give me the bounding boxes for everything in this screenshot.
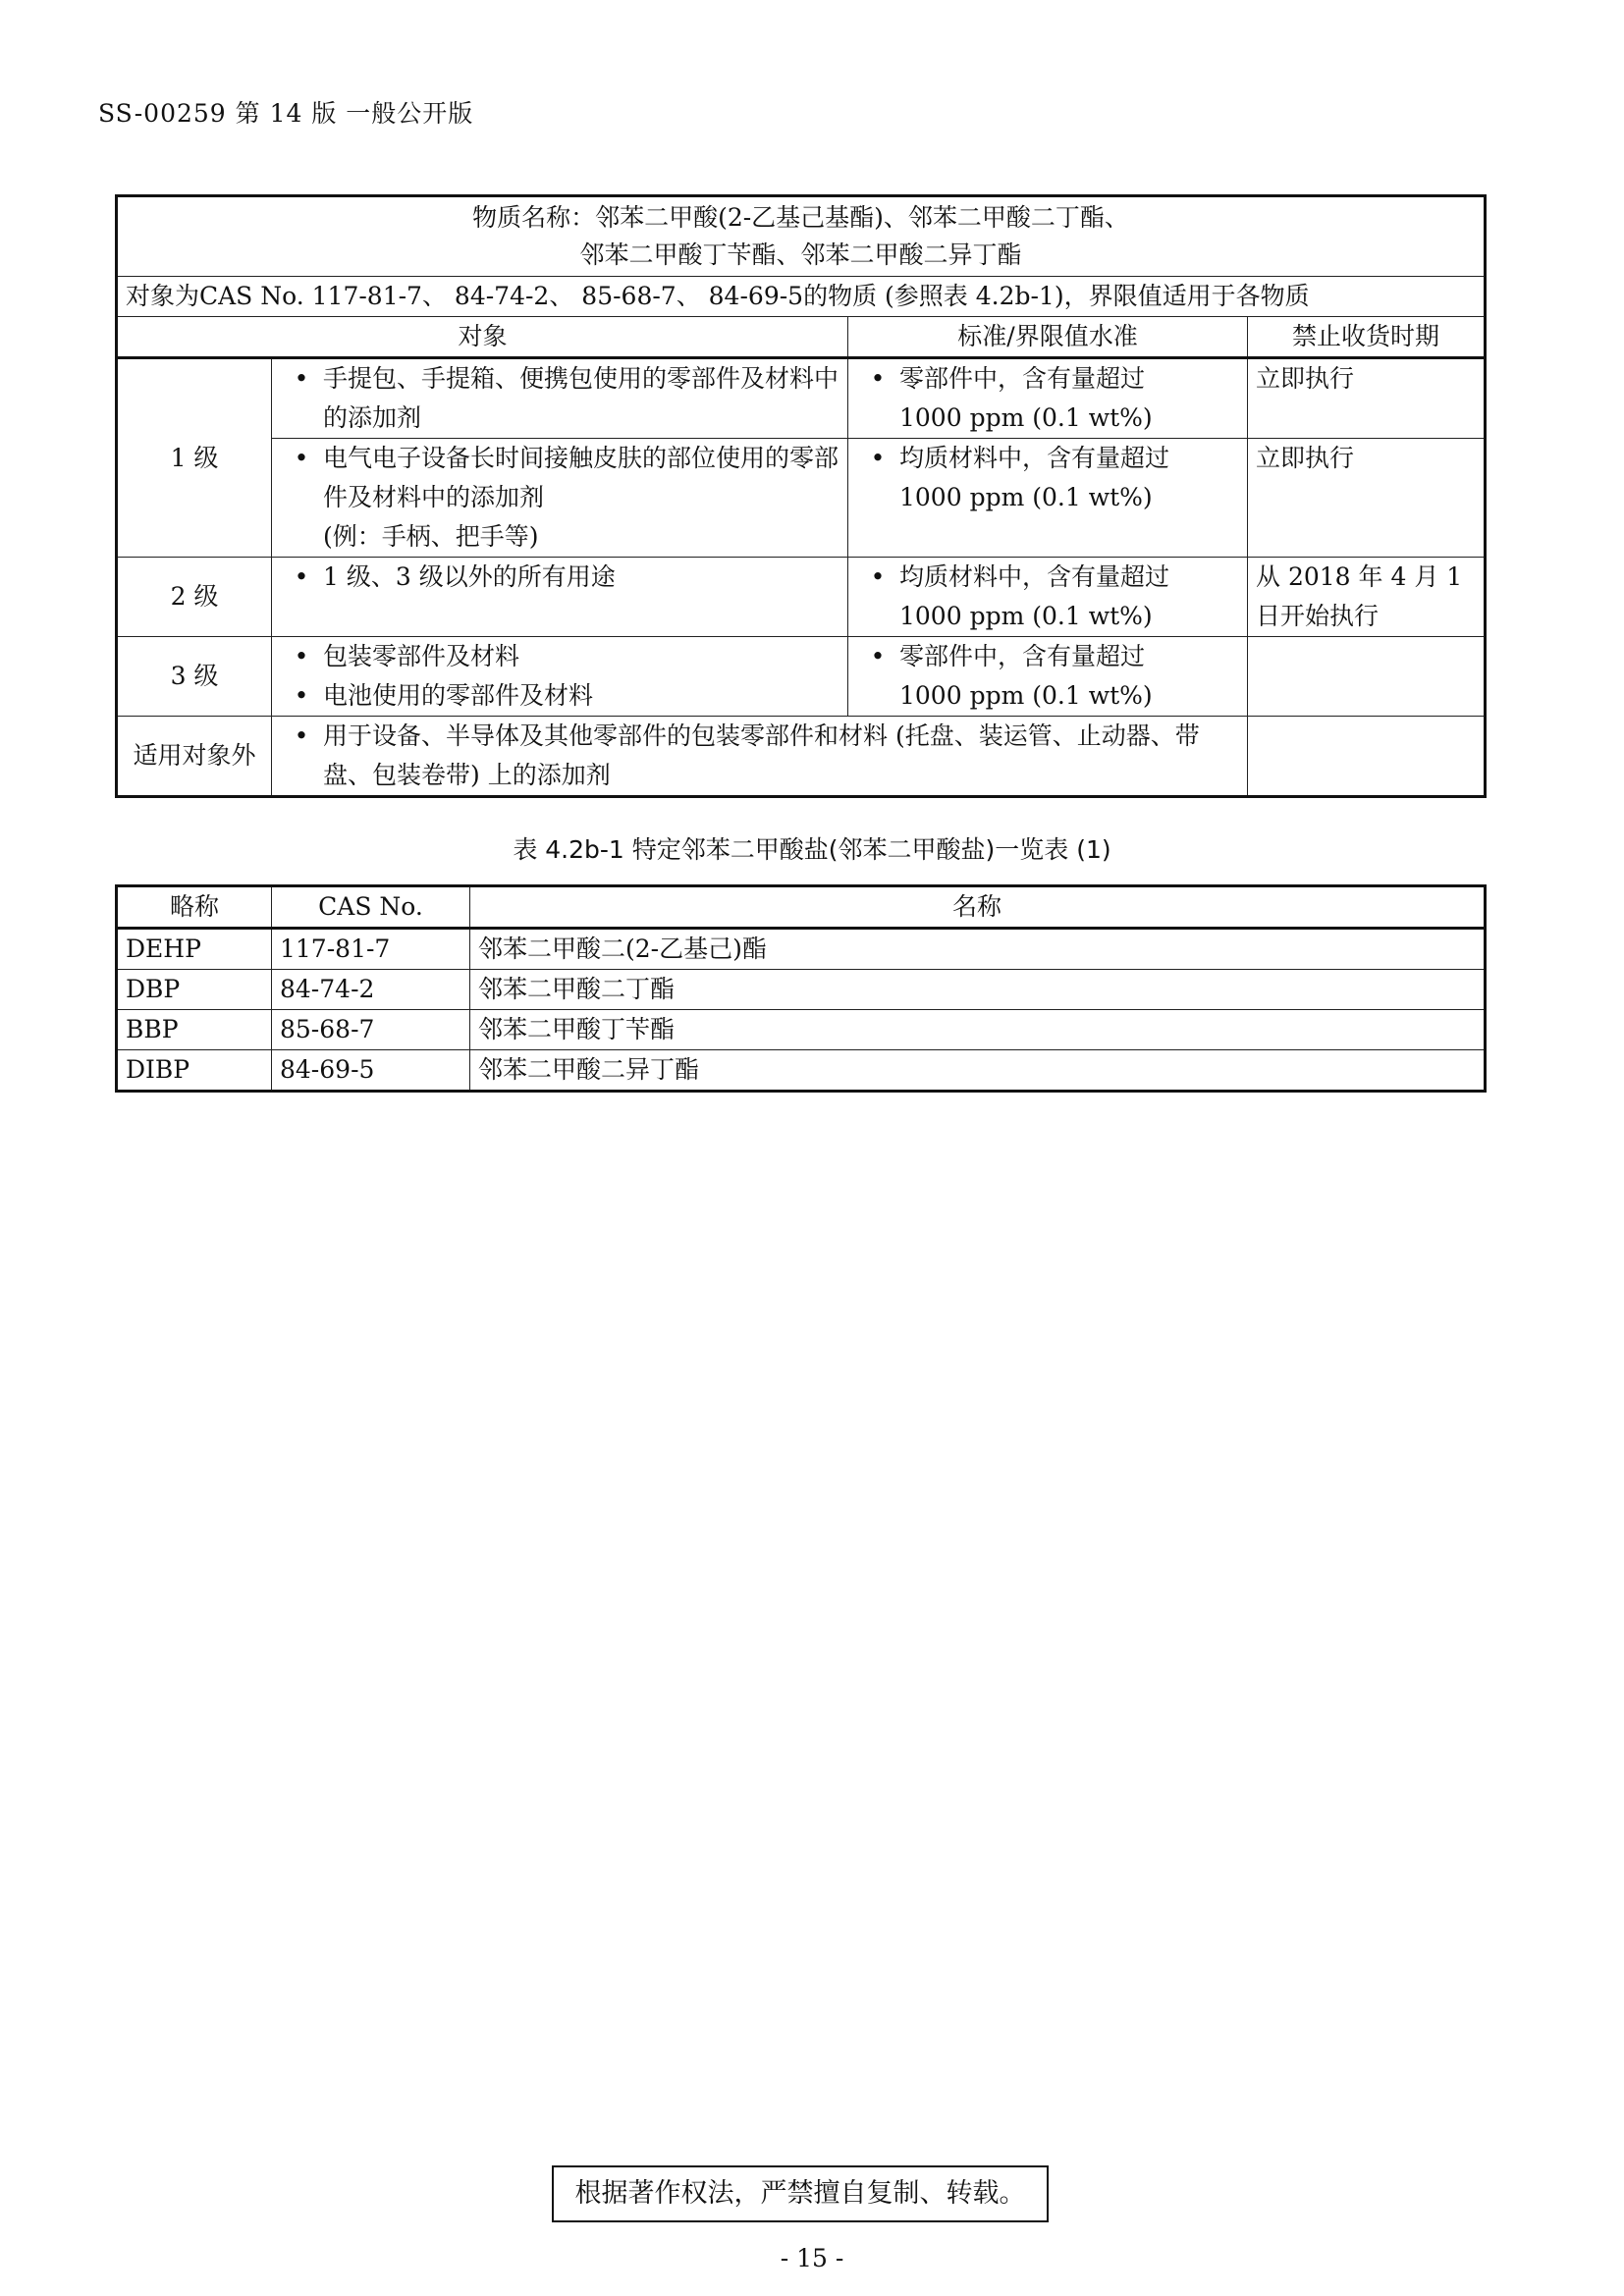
bullet-icon: • (870, 444, 886, 472)
standard-cell (848, 439, 1248, 558)
phthalate-list-table (115, 884, 1487, 1093)
bullet-icon: • (870, 642, 886, 670)
column-header-name: 名称 (470, 886, 1486, 929)
title-line-2: 邻苯二甲酸丁苄酯、邻苯二甲酸二异丁酯 (579, 240, 1022, 269)
substance-name-title (117, 196, 1486, 277)
limit-value: 1000 ppm (0.1 wt%) (899, 483, 1153, 511)
title-line-1: 物质名称：邻苯二甲酸(2-乙基己基酯)、邻苯二甲酸二丁酯、 (472, 203, 1129, 232)
abbreviation-cell: DEHP (117, 929, 272, 970)
level-label: 2 级 (117, 558, 272, 637)
bullet-icon: • (870, 562, 886, 591)
page-number: - 15 - (780, 2244, 844, 2272)
target-text: 电池使用的零部件及材料 (323, 681, 594, 710)
bullet-icon: • (294, 364, 309, 393)
limit-value: 1000 ppm (0.1 wt%) (899, 602, 1153, 630)
target-cell (272, 439, 848, 558)
cas-cell: 84-69-5 (272, 1050, 470, 1092)
bullet-icon: • (294, 444, 309, 472)
abbreviation-cell: DBP (117, 970, 272, 1010)
standard-text: 均质材料中，含有量超过 (899, 562, 1170, 591)
substance-restriction-table (115, 194, 1487, 798)
standard-text: 均质材料中，含有量超过 (899, 444, 1170, 472)
ban-date-cell: 立即执行 (1248, 358, 1486, 439)
table-row (117, 929, 1486, 970)
standard-cell (848, 637, 1248, 717)
ban-date-cell (1248, 637, 1486, 717)
example-note: (例：手柄、把手等) (323, 522, 539, 551)
target-description: 对象为CAS No. 117-81-7、 84-74-2、 85-68-7、 84-69-5的物质 (参照表 4.2b-1)，界限值适用于各物质 (117, 277, 1486, 317)
ban-date-cell: 立即执行 (1248, 439, 1486, 558)
level1-row-a (117, 358, 1486, 439)
cas-cell: 84-74-2 (272, 970, 470, 1010)
column-header-target: 对象 (117, 317, 848, 358)
target-cell (272, 558, 848, 637)
standard-cell (848, 358, 1248, 439)
copyright-notice: 根据著作权法，严禁擅自复制、转载。 (552, 2165, 1049, 2222)
name-cell: 邻苯二甲酸二(2-乙基己)酯 (470, 929, 1486, 970)
limit-value: 1000 ppm (0.1 wt%) (899, 403, 1153, 432)
column-header-cas: CAS No. (272, 886, 470, 929)
table-row (117, 1050, 1486, 1092)
ban-date-cell (1248, 717, 1486, 797)
cas-cell: 117-81-7 (272, 929, 470, 970)
limit-value: 1000 ppm (0.1 wt%) (899, 681, 1153, 710)
target-cell (272, 637, 848, 717)
column-header-ban-date: 禁止收货时期 (1248, 317, 1486, 358)
abbreviation-cell: DIBP (117, 1050, 272, 1092)
bullet-icon: • (294, 681, 309, 710)
target-text: 包装零部件及材料 (323, 642, 520, 670)
document-header: SS-00259 第 14 版 一般公开版 (98, 99, 474, 128)
target-text: 1 级、3 级以外的所有用途 (323, 562, 616, 591)
target-cell (272, 358, 848, 439)
level3-row (117, 637, 1486, 717)
abbreviation-cell: BBP (117, 1010, 272, 1050)
column-header-standard: 标准/界限值水准 (848, 317, 1248, 358)
bullet-icon: • (870, 364, 886, 393)
standard-text: 零部件中，含有量超过 (899, 364, 1146, 393)
level2-row (117, 558, 1486, 637)
level-label: 适用对象外 (117, 717, 272, 797)
bullet-icon: • (294, 721, 309, 750)
level-label: 1 级 (117, 358, 272, 558)
bullet-icon: • (294, 562, 309, 591)
target-text: 用于设备、半导体及其他零部件的包装零部件和材料 (托盘、装运管、止动器、带盘、包装卷带) 上的添加剂 (323, 721, 1200, 789)
target-text: 电气电子设备长时间接触皮肤的部位使用的零部件及材料中的添加剂 (323, 444, 839, 511)
standard-cell (848, 558, 1248, 637)
name-cell: 邻苯二甲酸丁苄酯 (470, 1010, 1486, 1050)
name-cell: 邻苯二甲酸二丁酯 (470, 970, 1486, 1010)
table-row (117, 970, 1486, 1010)
bullet-icon: • (294, 642, 309, 670)
standard-text: 零部件中，含有量超过 (899, 642, 1146, 670)
table-caption: 表 4.2b-1 特定邻苯二甲酸盐(邻苯二甲酸盐)一览表 (1) (513, 835, 1111, 864)
target-text: 手提包、手提箱、便携包使用的零部件及材料中的添加剂 (323, 364, 839, 432)
target-cell (272, 717, 1248, 797)
level1-row-b (117, 439, 1486, 558)
cas-cell: 85-68-7 (272, 1010, 470, 1050)
name-cell: 邻苯二甲酸二异丁酯 (470, 1050, 1486, 1092)
table-row (117, 1010, 1486, 1050)
column-header-abbreviation: 略称 (117, 886, 272, 929)
level-label: 3 级 (117, 637, 272, 717)
ban-date-cell: 从 2018 年 4 月 1 日开始执行 (1248, 558, 1486, 637)
exempt-row (117, 717, 1486, 797)
